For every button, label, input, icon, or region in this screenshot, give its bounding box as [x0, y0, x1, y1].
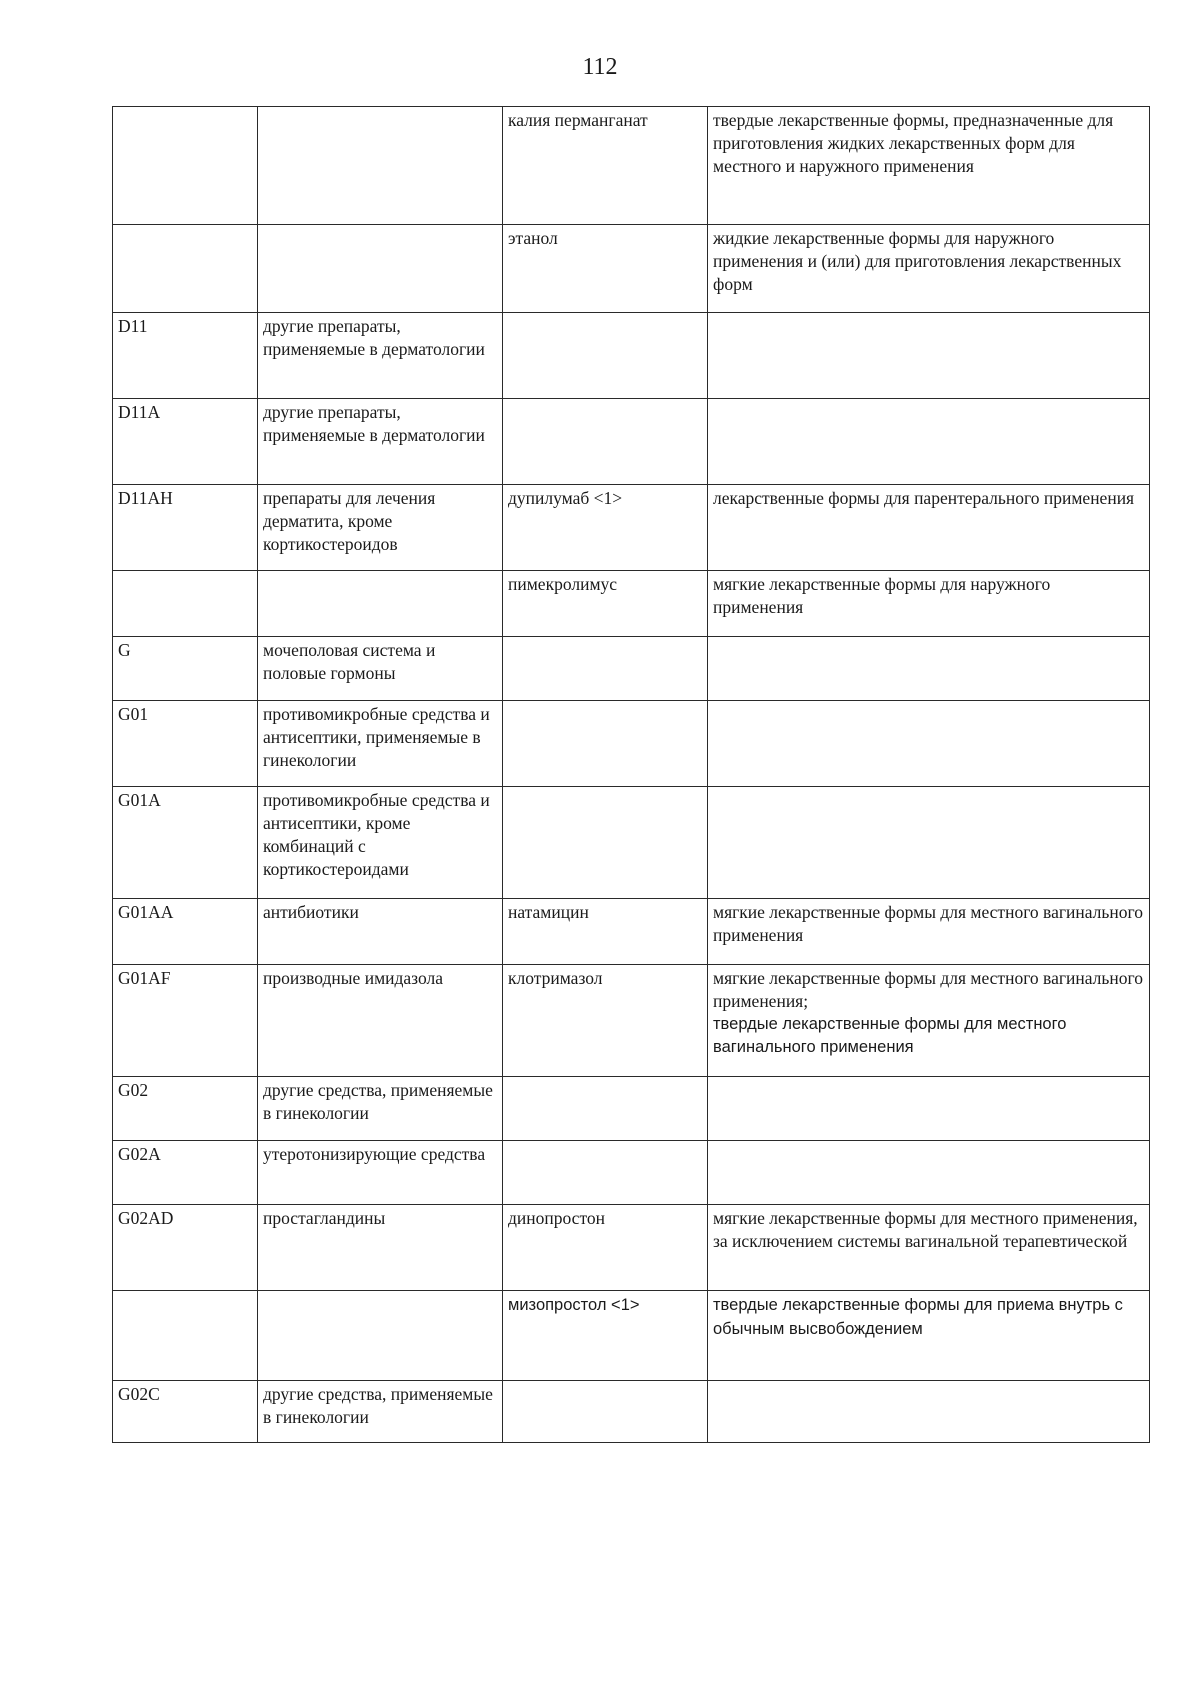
group-name-cell: другие средства, применяемые в гинекологии	[258, 1381, 503, 1443]
dosage-form-cell	[708, 965, 1150, 1077]
drug-name-cell: калия перманганат	[503, 107, 708, 225]
group-name-cell: препараты для лечения дерматита, кроме кортикостероидов	[258, 485, 503, 571]
dosage-form-cell	[708, 1291, 1150, 1381]
dosage-form-text: твердые лекарственные формы для приема внутрь с обычным высвобождением	[713, 1296, 1123, 1338]
group-name-cell: другие препараты, применяемые в дерматологии	[258, 399, 503, 485]
table-row	[113, 107, 1150, 225]
atc-code-cell: D11	[113, 313, 258, 399]
drug-name-cell	[503, 313, 708, 399]
dosage-form-cell: лекарственные формы для парентерального применения	[708, 485, 1150, 571]
drug-name-cell	[503, 1077, 708, 1141]
group-name-cell	[258, 571, 503, 637]
drug-name-text: мизопростол <1>	[508, 1296, 640, 1314]
atc-code-cell: G01A	[113, 787, 258, 899]
table-row	[113, 965, 1150, 1077]
drug-name-cell: натамицин	[503, 899, 708, 965]
page-number: 112	[582, 54, 618, 80]
drug-name-cell: пимекролимус	[503, 571, 708, 637]
group-name-cell: другие препараты, применяемые в дерматологии	[258, 313, 503, 399]
group-name-cell: противомикробные средства и антисептики, кроме комбинаций с кортикостероидами	[258, 787, 503, 899]
dosage-form-cell	[708, 1077, 1150, 1141]
table-row	[113, 899, 1150, 965]
drug-name-cell	[503, 787, 708, 899]
dosage-form-cell	[708, 787, 1150, 899]
atc-code-cell: G	[113, 637, 258, 701]
atc-code-cell	[113, 107, 258, 225]
group-name-cell: мочеполовая система и половые гормоны	[258, 637, 503, 701]
dosage-form-cell	[708, 701, 1150, 787]
drug-name-cell	[503, 1381, 708, 1443]
table-row	[113, 1141, 1150, 1205]
drug-name-cell	[503, 637, 708, 701]
dosage-form-cell	[708, 399, 1150, 485]
table-row	[113, 1381, 1150, 1443]
dosage-form-cell	[708, 313, 1150, 399]
drug-name-cell: динопростон	[503, 1205, 708, 1291]
dosage-form-cell	[708, 1141, 1150, 1205]
table-row	[113, 313, 1150, 399]
atc-code-cell	[113, 225, 258, 313]
group-name-cell: антибиотики	[258, 899, 503, 965]
group-name-cell: производные имидазола	[258, 965, 503, 1077]
dosage-form-cell: мягкие лекарственные формы для местного применения, за исключением системы вагинальной терапевтической	[708, 1205, 1150, 1291]
dosage-form-cell: мягкие лекарственные формы для наружного применения	[708, 571, 1150, 637]
drug-name-cell: этанол	[503, 225, 708, 313]
dosage-form-line: твердые лекарственные формы для местного вагинального применения	[713, 1015, 1067, 1056]
table-row	[113, 701, 1150, 787]
table-row	[113, 1291, 1150, 1381]
dosage-form-cell	[708, 1381, 1150, 1443]
group-name-cell: утеротонизирующие средства	[258, 1141, 503, 1205]
atc-code-cell: G02AD	[113, 1205, 258, 1291]
drug-name-cell	[503, 701, 708, 787]
atc-code-cell: G02C	[113, 1381, 258, 1443]
group-name-cell: противомикробные средства и антисептики, применяемые в гинекологии	[258, 701, 503, 787]
dosage-form-cell: жидкие лекарственные формы для наружного применения и (или) для приготовления лекарственных форм	[708, 225, 1150, 313]
table-row	[113, 637, 1150, 701]
drug-name-cell	[503, 399, 708, 485]
dosage-form-line: мягкие лекарственные формы для местного вагинального применения;	[713, 968, 1144, 1011]
atc-code-cell: G01AF	[113, 965, 258, 1077]
table-row	[113, 571, 1150, 637]
atc-code-cell: G01	[113, 701, 258, 787]
group-name-cell	[258, 1291, 503, 1381]
atc-code-cell: D11AH	[113, 485, 258, 571]
atc-code-cell	[113, 571, 258, 637]
table-row	[113, 787, 1150, 899]
dosage-form-cell: твердые лекарственные формы, предназначенные для приготовления жидких лекарственных форм для местного и наружного применения	[708, 107, 1150, 225]
table-row	[113, 485, 1150, 571]
atc-code-cell: G02A	[113, 1141, 258, 1205]
drug-classification-table	[112, 106, 1150, 1443]
drug-name-cell	[503, 1141, 708, 1205]
drug-name-cell: клотримазол	[503, 965, 708, 1077]
atc-code-cell	[113, 1291, 258, 1381]
atc-code-cell: G02	[113, 1077, 258, 1141]
drug-name-cell	[503, 1291, 708, 1381]
table-row	[113, 399, 1150, 485]
table-row	[113, 1205, 1150, 1291]
drug-name-cell: дупилумаб <1>	[503, 485, 708, 571]
table-row	[113, 1077, 1150, 1141]
group-name-cell	[258, 107, 503, 225]
group-name-cell: другие средства, применяемые в гинекологии	[258, 1077, 503, 1141]
group-name-cell: простагландины	[258, 1205, 503, 1291]
dosage-form-cell	[708, 637, 1150, 701]
dosage-form-cell: мягкие лекарственные формы для местного вагинального применения	[708, 899, 1150, 965]
atc-code-cell: D11A	[113, 399, 258, 485]
group-name-cell	[258, 225, 503, 313]
table-row	[113, 225, 1150, 313]
atc-code-cell: G01AA	[113, 899, 258, 965]
